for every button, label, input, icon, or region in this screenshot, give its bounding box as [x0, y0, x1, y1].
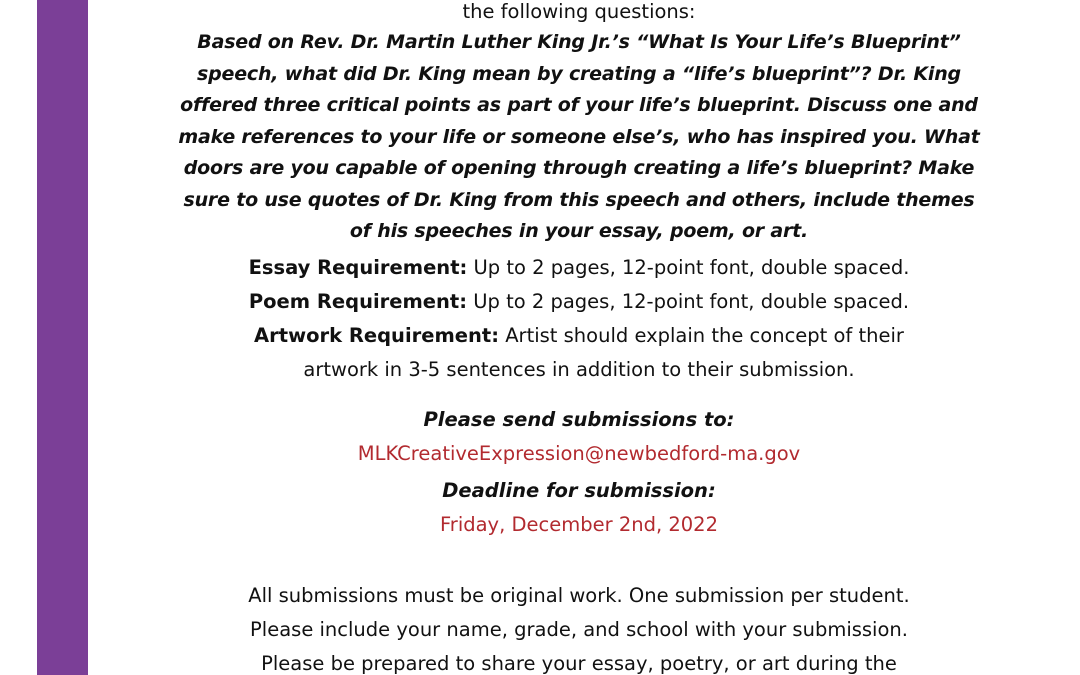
essay-questions: [96, 27, 1062, 248]
deadline-block: [96, 474, 1062, 542]
question-line: of his speeches in your essay, poem, or art.: [349, 220, 809, 242]
submission-email[interactable]: MLKCreativeExpression@newbedford-ma.gov: [357, 441, 801, 465]
artwork-requirement-text-continued: artwork in 3-5 sentences in addition to their submission.: [303, 357, 855, 381]
question-line: doors are you capable of opening through creating a life’s blueprint? Make: [183, 157, 975, 179]
purple-side-bar: [37, 0, 88, 675]
question-line: make references to your life or someone else’s, who has inspired you. What: [178, 125, 980, 148]
question-line: Based on Rev. Dr. Martin Luther King Jr.’s “What Is Your Life’s Blueprint”: [197, 31, 961, 53]
intro-text: the following questions:: [462, 0, 696, 23]
question-line: sure to use quotes of Dr. King from this speech and others, include themes: [183, 188, 975, 211]
closing-line: Please be prepared to share your essay, poetry, or art during the: [261, 651, 897, 675]
essay-requirement: [96, 251, 1062, 285]
artwork-requirement-label: Artwork Requirement:: [254, 323, 500, 347]
poem-requirement-label: Poem Requirement:: [248, 289, 468, 313]
poem-requirement-text: Up to 2 pages, 12-point font, double spaced.: [467, 289, 910, 313]
closing-line: Please include your name, grade, and school with your submission.: [250, 617, 908, 641]
poem-requirement: [96, 285, 1062, 319]
submission-heading: Please send submissions to:: [423, 407, 735, 431]
submission-block: [96, 403, 1062, 471]
essay-requirement-text: Up to 2 pages, 12-point font, double spaced.: [467, 255, 910, 279]
flyer-content: [96, 0, 1062, 675]
artwork-requirement: [96, 319, 1062, 353]
question-line: speech, what did Dr. King mean by creating a “life’s blueprint”? Dr. King: [197, 62, 961, 85]
closing-notes: [96, 579, 1062, 675]
question-line: offered three critical points as part of your life’s blueprint. Discuss one and: [180, 94, 978, 116]
deadline-date: Friday, December 2nd, 2022: [440, 512, 718, 536]
requirements-list: [96, 251, 1062, 387]
deadline-heading: Deadline for submission:: [442, 478, 716, 502]
artwork-requirement-text: Artist should explain the concept of their: [499, 323, 904, 347]
closing-line: All submissions must be original work. One submission per student.: [248, 583, 910, 607]
essay-requirement-label: Essay Requirement:: [248, 255, 468, 279]
